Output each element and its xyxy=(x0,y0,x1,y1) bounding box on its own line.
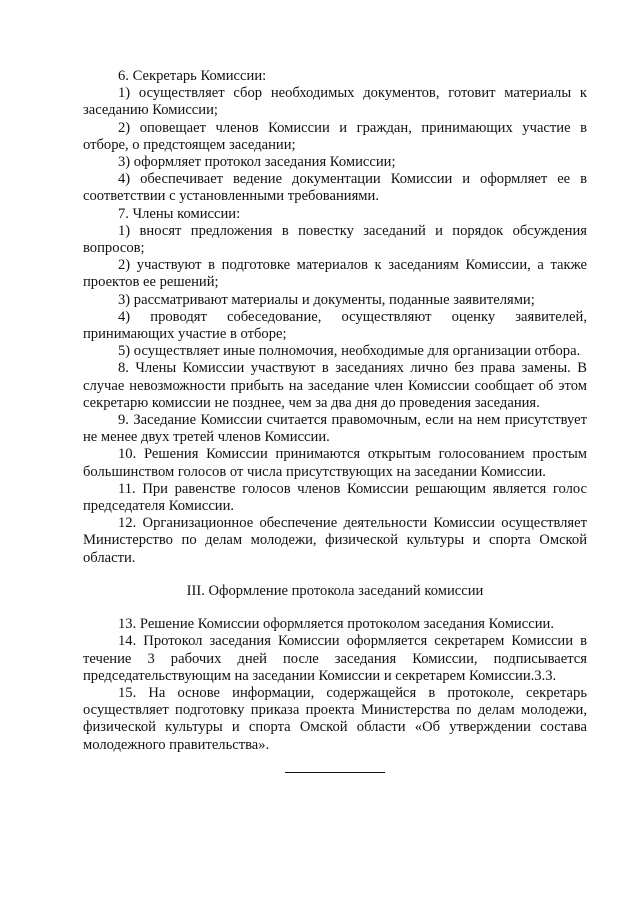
clause-8: 8. Члены Комиссии участвуют в заседаниях лично без права замены. В случае невозможности прибыть на заседание член Комиссии сообщает об этом секретарю комиссии не позднее, чем за два дня до проведения заседания. xyxy=(83,360,587,411)
clause-9: 9. Заседание Комиссии считается правомочным, если на нем присутствует не менее двух третей членов Комиссии. xyxy=(83,412,587,446)
secretary-duty-3: 3) оформляет протокол заседания Комиссии; xyxy=(118,154,396,171)
clause-13: 13. Решение Комиссии оформляется протоколом заседания Комиссии. xyxy=(118,616,554,633)
clause-15: 15. На основе информации, содержащейся в протоколе, секретарь осуществляет подготовку приказа проекта Министерства по делам молодежи, физической культуры и спорта Омской области «Об утверждении состава молодежного правительства». xyxy=(83,684,587,753)
members-duty-3: 3) рассматривают материалы и документы, поданные заявителями; xyxy=(118,291,535,308)
clause-10: 10. Решения Комиссии принимаются открытым голосованием простым большинством голосов от числа присутствующих на заседании Комиссии. xyxy=(83,446,587,480)
secretary-heading: 6. Секретарь Комиссии: xyxy=(118,68,267,84)
clause-14: 14. Протокол заседания Комиссии оформляется секретарем Комиссии в течение 3 рабочих дней после заседания Комиссии, подписывается председательствующим на заседании Комиссии и секретарем Комиссии.3.3. xyxy=(83,633,587,684)
secretary-duty-1: 1) осуществляет сбор необходимых документов, готовит материалы к заседанию Комиссии; xyxy=(83,85,587,119)
members-duty-5: 5) осуществляет иные полномочия, необходимые для организации отбора. xyxy=(118,343,581,360)
members-duty-1: 1) вносят предложения в повестку заседаний и порядок обсуждения вопросов; xyxy=(83,222,587,257)
secretary-duty-4: 4) обеспечивает ведение документации Комиссии и оформляет ее в соответствии с установленными требованиями. xyxy=(83,171,587,205)
clause-11: 11. При равенстве голосов членов Комиссии решающим является голос председателя Комиссии. xyxy=(83,480,587,515)
clause-12: 12. Организационное обеспечение деятельности Комиссии осуществляет Министерство по делам молодежи, физической культуры и спорта Омской области. xyxy=(83,515,587,566)
secretary-duty-2: 2) оповещает членов Комиссии и граждан, принимающих участие в отборе, о предстоящем заседании; xyxy=(83,119,587,153)
end-separator-line xyxy=(285,772,385,773)
section-heading: III. Оформление протокола заседаний комиссии xyxy=(186,582,484,599)
members-heading: 7. Члены комиссии: xyxy=(118,205,241,222)
members-duty-4: 4) проводят собеседование, осуществляют оценку заявителей, принимающих участие в отборе; xyxy=(83,308,587,343)
document-body xyxy=(83,68,587,773)
members-duty-2: 2) участвуют в подготовке материалов к заседаниям Комиссии, а также проектов ее решений; xyxy=(83,257,587,291)
